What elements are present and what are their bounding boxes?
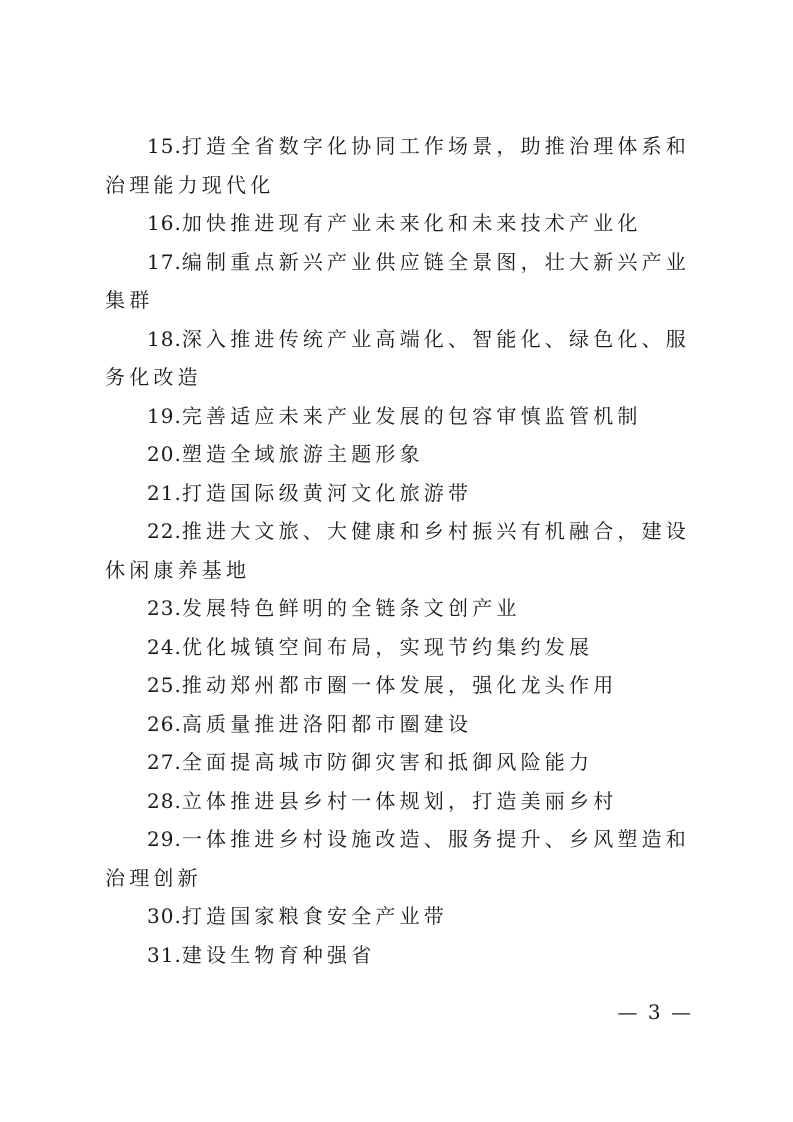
item-text: 加快推进现有产业未来化和未来技术产业化 [181, 211, 642, 235]
item-number: 23. [147, 596, 182, 620]
item-number: 26. [147, 711, 182, 736]
item-number: 19. [147, 403, 182, 428]
list-item [105, 512, 695, 589]
item-number: 27. [147, 750, 182, 774]
list-item [105, 474, 695, 513]
item-number: 31. [147, 942, 182, 967]
item-number: 25. [147, 673, 182, 697]
item-number: 22. [147, 519, 182, 543]
item-text: 塑造全域旅游主题形象 [181, 442, 424, 466]
list-item [105, 127, 695, 204]
item-text: 深入推进传统产业高端化、智能化、绿色化、服务化改造 [105, 326, 691, 389]
item-number: 21. [147, 480, 182, 505]
item-text: 一体推进乡村设施改造、服务提升、乡风塑造和治理创新 [105, 827, 691, 890]
item-text: 编制重点新兴产业供应链全景图，壮大新兴产业集群 [105, 249, 691, 312]
item-number: 30. [147, 904, 182, 928]
item-text: 推进大文旅、大健康和乡村振兴有机融合，建设休闲康养基地 [105, 519, 691, 582]
list-item [105, 628, 695, 667]
item-text: 建设生物育种强省 [181, 942, 376, 967]
list-item [105, 243, 695, 320]
item-number: 18. [147, 326, 182, 351]
list-item [105, 782, 695, 821]
list-item [105, 897, 695, 936]
list-item [105, 705, 695, 744]
item-text: 立体推进县乡村一体规划，打造美丽乡村 [181, 788, 618, 813]
item-text: 推动郑州都市圈一体发展，强化龙头作用 [181, 673, 618, 697]
item-text: 全面提高城市防御灾害和抵御风险能力 [181, 750, 594, 774]
item-number: 17. [147, 249, 182, 274]
list-item [105, 743, 695, 782]
item-text: 完善适应未来产业发展的包容审慎监管机制 [181, 403, 642, 428]
item-list [105, 127, 695, 974]
item-text: 打造国际级黄河文化旅游带 [181, 480, 473, 505]
item-number: 29. [147, 827, 182, 851]
list-item [105, 936, 695, 975]
item-text: 高质量推进洛阳都市圈建设 [181, 711, 473, 736]
list-item [105, 435, 695, 474]
list-item [105, 204, 695, 243]
item-text: 发展特色鲜明的全链条文创产业 [181, 596, 521, 620]
page-number: — 3 — [617, 1000, 693, 1024]
list-item [105, 320, 695, 397]
item-number: 16. [147, 211, 182, 235]
item-number: 28. [147, 788, 182, 813]
item-number: 20. [147, 442, 182, 466]
item-number: 24. [147, 634, 182, 659]
item-number: 15. [147, 134, 182, 158]
list-item [105, 820, 695, 897]
list-item [105, 666, 695, 705]
item-text: 打造国家粮食安全产业带 [181, 904, 449, 928]
list-item [105, 589, 695, 628]
list-item [105, 397, 695, 436]
item-text: 优化城镇空间布局，实现节约集约发展 [181, 634, 594, 659]
item-text: 打造全省数字化协同工作场景，助推治理体系和治理能力现代化 [105, 134, 691, 197]
